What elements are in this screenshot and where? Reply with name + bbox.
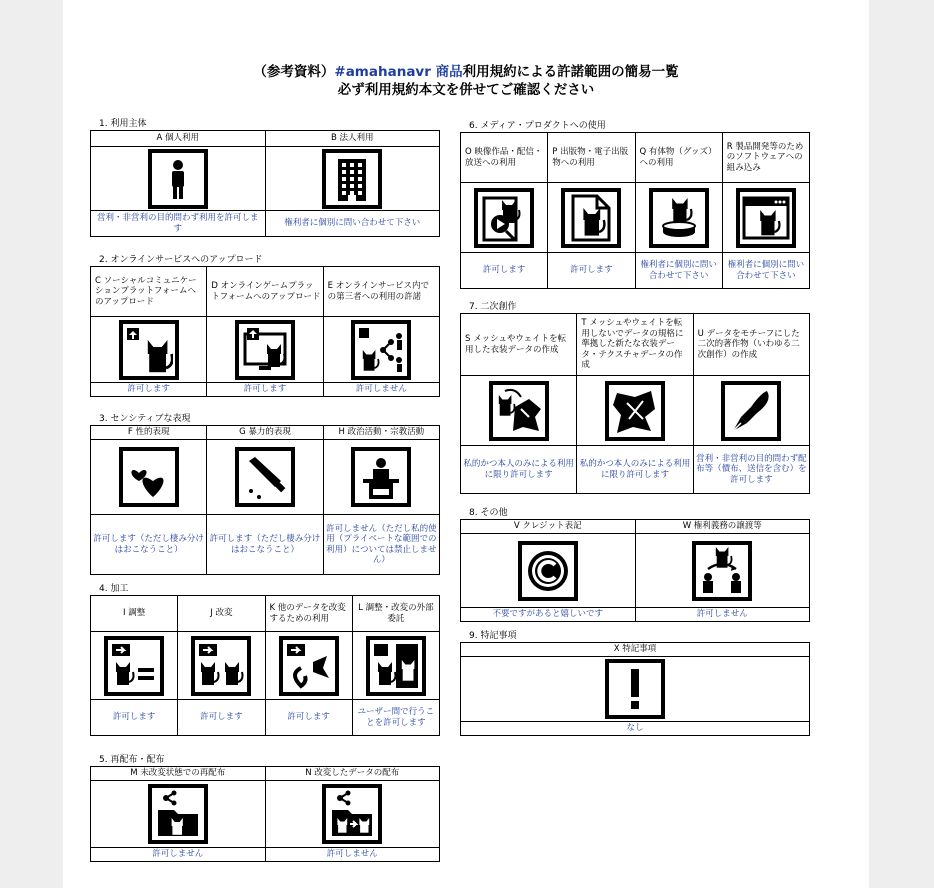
item-result: 許可します (548, 253, 635, 289)
item-icon-cell (91, 632, 178, 700)
adjust-icon (104, 636, 164, 696)
item-icon-cell (548, 183, 635, 253)
item-result: 許可します (91, 383, 207, 397)
item-result: 私的かつ本人のみによる利用に限り許可します (577, 446, 693, 494)
item-label: F 性的表現 (91, 426, 207, 440)
item-icon-cell (693, 376, 809, 446)
item-icon-cell (91, 317, 207, 383)
software-icon (736, 188, 796, 248)
exclamation-icon (605, 659, 665, 719)
item-result: 権利者に個別に問い合わせて下さい (722, 253, 809, 289)
building-icon (322, 149, 382, 209)
item-label: G 暴力的表現 (207, 426, 323, 440)
title-prefix: （参考資料） (253, 64, 335, 80)
item-result: 許可しません（ただし私的使用（プライベートな範囲での利用）については禁止しません） (323, 515, 439, 575)
item-icon-cell (461, 534, 636, 608)
item-icon-cell (265, 781, 440, 848)
item-result: 不要ですがあると嬉しいです (461, 608, 636, 622)
item-icon-cell (91, 440, 207, 515)
item-result: 許可します (265, 700, 352, 736)
item-result: 営利・非営利の目的問わず利用を許可します (91, 211, 266, 237)
item-icon-cell (91, 147, 266, 211)
item-icon-cell (207, 317, 323, 383)
section-s6 (460, 120, 810, 289)
section-title: 6. メディア・プロダクトへの使用 (469, 121, 606, 131)
hearts-icon (119, 447, 179, 507)
costume-icon (489, 381, 549, 441)
item-result: 権利者に個別に問い合わせて下さい (635, 253, 722, 289)
section-s5 (90, 754, 440, 862)
section-title: 2. オンラインサービスへのアップロード (99, 255, 263, 265)
permission-table (90, 595, 440, 736)
item-icon-cell (352, 632, 439, 700)
item-result: なし (461, 722, 810, 736)
item-label: K 他のデータを改変するための利用 (265, 596, 352, 632)
copyright-icon (518, 541, 578, 601)
item-icon-cell (323, 440, 439, 515)
item-result: 許可します (461, 253, 548, 289)
item-label: J 改変 (178, 596, 265, 632)
item-icon-cell (323, 317, 439, 383)
title-hashtag[interactable]: #amahanavr 商品 (334, 64, 463, 80)
section-s4 (90, 583, 440, 736)
modify-icon (191, 636, 251, 696)
section-s1 (90, 118, 440, 237)
outsource-icon (366, 636, 426, 696)
permission-table (460, 642, 810, 736)
person-icon (148, 149, 208, 209)
share-third-party-icon (351, 320, 411, 380)
item-icon-cell (461, 376, 577, 446)
reuse-icon (279, 636, 339, 696)
permission-table (90, 766, 440, 862)
item-label: B 法人利用 (265, 131, 440, 147)
figure-icon (649, 188, 709, 248)
item-label: S メッシュやウェイトを転用した衣装データの作成 (461, 314, 577, 376)
item-label: L 調整・改変の外部委託 (352, 596, 439, 632)
item-result: 許可します（ただし棲み分けはおこなうこと） (91, 515, 207, 575)
item-icon-cell (91, 781, 266, 848)
item-label: T メッシュやウェイトを転用しないでデータの規格に準拠した新たな衣装データ・テクスチャデータの作成 (577, 314, 693, 376)
item-label: P 出版物・電子出版物への利用 (548, 133, 635, 183)
section-s9 (460, 630, 810, 736)
section-s2 (90, 254, 440, 397)
item-icon-cell (207, 440, 323, 515)
section-title: 1. 利用主体 (99, 119, 147, 129)
item-icon-cell (178, 632, 265, 700)
transfer-icon (692, 541, 752, 601)
item-result: 許可しません (91, 848, 266, 862)
item-icon-cell (635, 183, 722, 253)
item-result: 許可します (91, 700, 178, 736)
page-title (63, 60, 869, 80)
item-label: D オンラインゲームプラットフォームへのアップロード (207, 267, 323, 317)
social-upload-icon (119, 320, 179, 380)
item-label: M 未改変状態での再配布 (91, 767, 266, 781)
item-result: 私的かつ本人のみによる利用に限り許可します (461, 446, 577, 494)
item-result: 営利・非営利の目的問わず配布等（價布、送信を含む）を許可します (693, 446, 809, 494)
section-s3 (90, 413, 440, 575)
permission-table (90, 130, 440, 237)
section-title: 4. 加工 (99, 584, 129, 594)
item-icon-cell (461, 657, 810, 722)
distribute-modified-icon (322, 784, 382, 844)
item-label: H 政治活動・宗教活動 (323, 426, 439, 440)
item-icon-cell (265, 147, 440, 211)
section-title: 8. その他 (469, 508, 508, 518)
item-label: U データをモチーフにした二次的著作物（いわゆる二次創作）の作成 (693, 314, 809, 376)
section-s7 (460, 301, 810, 494)
item-label: A 個人利用 (91, 131, 266, 147)
permission-table (90, 266, 440, 397)
page-subtitle: 必ず利用規約本文を併せてご確認ください (337, 82, 595, 98)
item-label: R 製品開発等のためのソフトウェアへの組み込み (722, 133, 809, 183)
permission-table (460, 132, 810, 289)
section-title: 5. 再配布・配布 (99, 755, 165, 765)
item-label: V クレジット表記 (461, 520, 636, 534)
item-icon-cell (461, 183, 548, 253)
publication-icon (561, 188, 621, 248)
permission-table (460, 519, 810, 622)
new-costume-icon (605, 381, 665, 441)
item-label: C ソーシャルコミュニケーションプラットフォームへのアップロード (91, 267, 207, 317)
section-title: 9. 特記事項 (469, 631, 517, 641)
viewer-margin (869, 0, 934, 888)
item-result: 許可します（ただし棲み分けはおこなうこと） (207, 515, 323, 575)
title-suffix: 利用規約による許諾範囲の簡易一覧 (462, 64, 679, 80)
video-icon (474, 188, 534, 248)
game-upload-icon (235, 320, 295, 380)
item-result: 許可しません (323, 383, 439, 397)
item-label: E オンラインサービス内での第三者への利用の許諾 (323, 267, 439, 317)
item-result: 許可します (178, 700, 265, 736)
knife-icon (235, 447, 295, 507)
item-label: O 映像作品・配信・放送への利用 (461, 133, 548, 183)
item-label: W 権利義務の譲渡等 (635, 520, 810, 534)
item-result: 許可します (207, 383, 323, 397)
item-icon-cell (722, 183, 809, 253)
podium-icon (351, 447, 411, 507)
item-icon-cell (577, 376, 693, 446)
item-icon-cell (635, 534, 810, 608)
section-title: 3. センシティブな表現 (99, 414, 191, 424)
item-label: Q 有体物（グッズ）への利用 (635, 133, 722, 183)
item-label: I 調整 (91, 596, 178, 632)
permission-table (460, 313, 810, 494)
item-result: 権利者に個別に問い合わせて下さい (265, 211, 440, 237)
pen-icon (721, 381, 781, 441)
section-s8 (460, 507, 810, 622)
item-result: 許可しません (635, 608, 810, 622)
item-result: 許可しません (265, 848, 440, 862)
item-label: N 改変したデータの配布 (265, 767, 440, 781)
item-icon-cell (265, 632, 352, 700)
redistribute-icon (148, 784, 208, 844)
section-title: 7. 二次創作 (469, 302, 517, 312)
item-label: X 特記事項 (461, 643, 810, 657)
item-result: ユーザー間で行うことを許可します (352, 700, 439, 736)
permission-table (90, 425, 440, 575)
